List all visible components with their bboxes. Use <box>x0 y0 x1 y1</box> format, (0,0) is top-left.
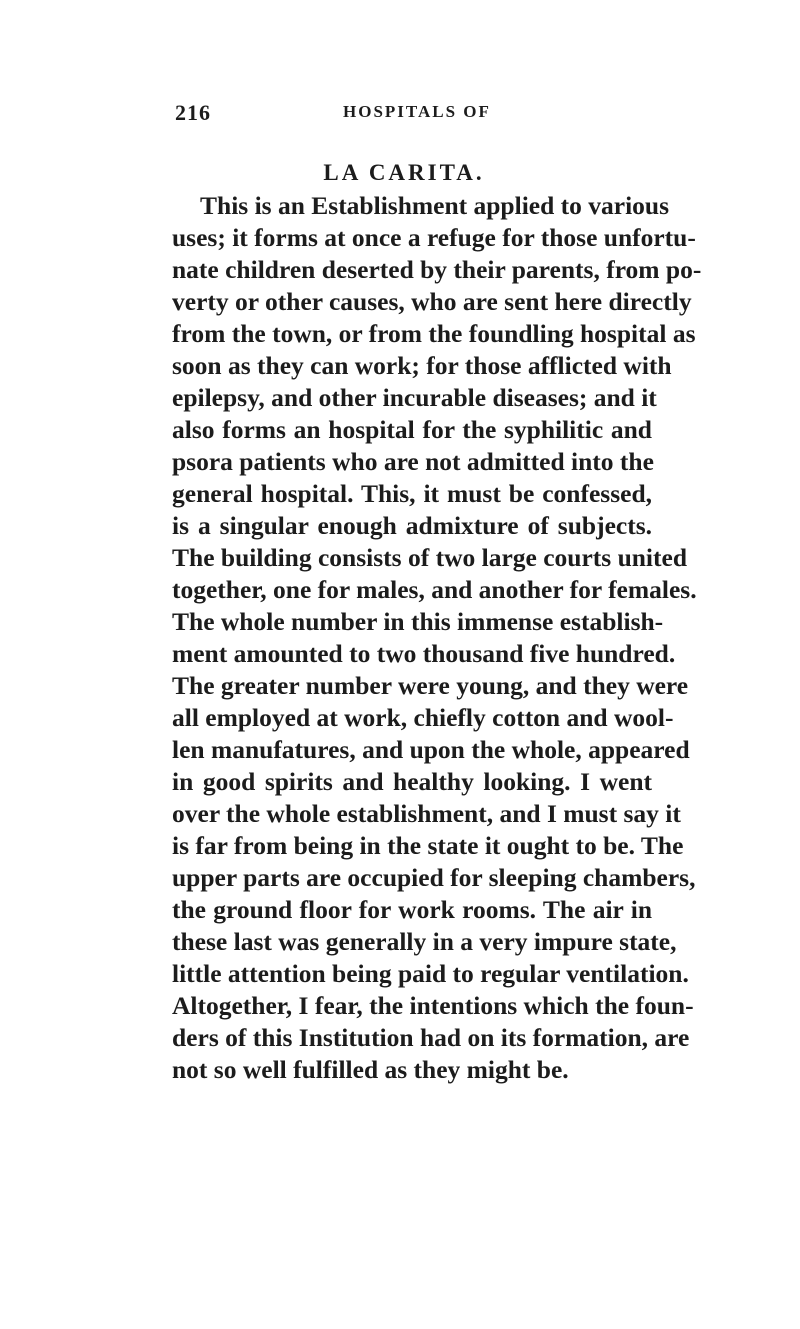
running-head <box>175 100 645 124</box>
text-line: not so well fulfilled as they might be. <box>172 1055 569 1084</box>
text-line: psora patients who are not admitted into the <box>172 447 654 476</box>
text-line: all employed at work, chiefly cotton and wool- <box>172 703 674 732</box>
text-line: also forms an hospital for the syphilitic and <box>172 415 652 444</box>
text-line: over the whole establishment, and I must say it <box>172 799 681 828</box>
text-line: soon as they can work; for those afflicted with <box>172 351 672 380</box>
page-number: 216 <box>175 100 211 125</box>
text-line: the ground floor for work rooms. The air in <box>172 895 652 924</box>
text-line: uses; it forms at once a refuge for those unfortu- <box>172 223 696 252</box>
text-line: little attention being paid to regular ventilation. <box>172 959 689 988</box>
text-line: The greater number were young, and they were <box>172 671 689 700</box>
text-line: This is an Establishment applied to various <box>200 191 670 220</box>
text-line: The whole number in this immense establish- <box>172 607 664 636</box>
text-line: ment amounted to two thousand five hundred. <box>172 639 676 668</box>
text-line: verty or other causes, who are sent here directly <box>172 287 692 316</box>
text-line: is far from being in the state it ought to be. The <box>172 831 684 860</box>
running-head-title: HOSPITALS OF <box>343 102 491 121</box>
text-line: from the town, or from the foundling hospital as <box>172 319 696 348</box>
text-line: in good spirits and healthy looking. I went <box>172 767 652 796</box>
text-line: upper parts are occupied for sleeping chambers, <box>172 863 696 892</box>
body-paragraph <box>172 190 702 1086</box>
text-line: epilepsy, and other incurable diseases; and it <box>172 383 657 412</box>
text-line: len manufatures, and upon the whole, appeared <box>172 735 690 764</box>
text-line: The building consists of two large courts united <box>172 543 688 572</box>
text-line: general hospital. This, it must be confessed, <box>172 479 652 508</box>
text-line: is a singular enough admixture of subjects. <box>172 511 652 540</box>
text-line: nate children deserted by their parents, from po- <box>172 255 702 284</box>
section-title: LA CARITA. <box>323 160 485 185</box>
text-line: ders of this Institution had on its formation, are <box>172 1023 690 1052</box>
text-line: these last was generally in a very impure state, <box>172 927 677 956</box>
text-line: together, one for males, and another for females. <box>172 575 697 604</box>
text-line: Altogether, I fear, the intentions which the foun- <box>172 991 694 1020</box>
